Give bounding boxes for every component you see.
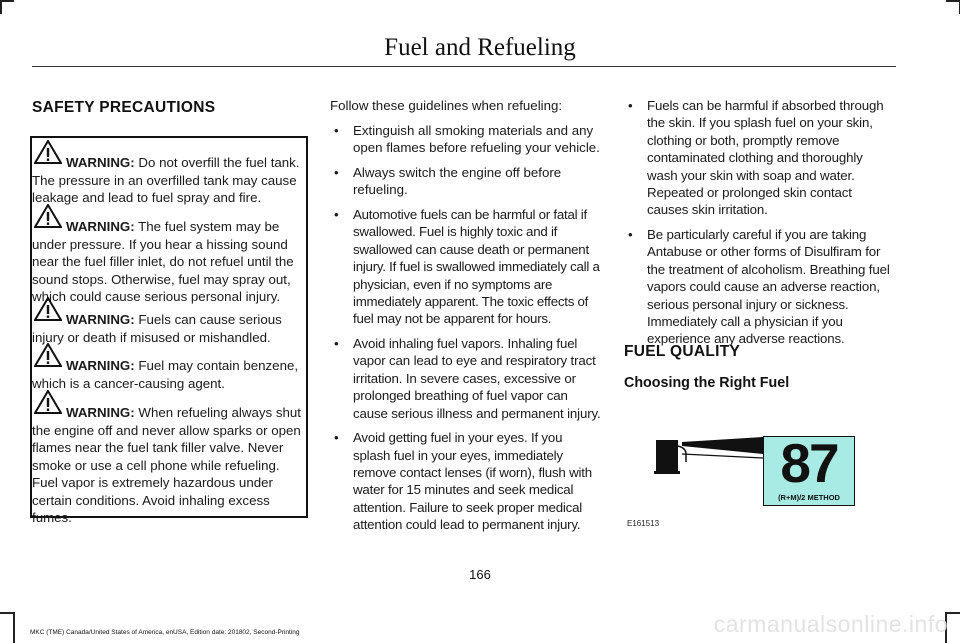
list-item [330,164,602,199]
bullet-symbol: • [628,227,633,243]
warning-triangle-icon [34,390,62,414]
warning-item [32,154,308,207]
list-item [624,226,896,348]
watermark: carmanualsonline.info [713,611,948,637]
bullet-symbol: • [334,206,339,222]
list-item-text: Fuels can be harmful if absorbed through the skin. If you splash fuel on your skin, clothing or both, promptly remove contaminated clothing and thoroughly wash your skin with soap and water. Repeated or prolonged skin contact causes skin irritation. [647,98,884,218]
guidelines-list [624,97,896,348]
list-item-text: Extinguish all smoking materials and any open flames before refueling your vehicle. [353,122,600,156]
choosing-right-fuel-subheading: Choosing the Right Fuel [624,375,790,391]
crop-mark [13,612,15,643]
warning-triangle-icon [34,140,62,164]
list-item [624,97,896,219]
list-item-text: Always switch the engine off before refueling. [353,164,562,198]
warning-triangle-icon [34,297,62,321]
warning-label: WARNING: [66,358,135,373]
list-item [330,122,602,157]
warning-label: WARNING: [66,405,135,420]
warning-label: WARNING: [66,155,135,170]
octane-rating-label [763,432,855,506]
footer-edition-text: MKC (TME) Canada/United States of America, enUSA, Edition date: 201802, Second-Printing [30,629,300,636]
warning-text: Fuels can cause serious injury or death if misused or mishandled. [32,312,282,345]
crop-mark [0,0,14,2]
guidelines-list [330,122,602,534]
warning-text: Fuel may contain benzene, which is a cancer-causing agent. [32,358,299,391]
crop-mark [946,0,960,2]
warning-triangle-icon [34,204,62,228]
header-divider [32,66,896,67]
figure-code: E161513 [627,519,660,528]
warning-triangle-icon [34,343,62,367]
list-item-text: Avoid getting fuel in your eyes. If you splash fuel in your eyes, immediately remove contact lenses (if worn), flush with water for 15 minutes and seek medical attention. Failure to seek proper medical attention could lead to permanent injury. [353,430,592,533]
bullet-symbol: • [334,164,339,180]
warning-item [32,404,308,527]
bullet-symbol: • [334,335,339,351]
safety-precautions-heading: SAFETY PRECAUTIONS [32,99,216,116]
list-item-text: Be particularly careful if you are taking Antabuse or other forms of Disulfiram for the treatment of alcoholism. Breathing fuel vapors could cause an adverse reaction, serious personal injury or sickness. Immediately call a physician if you experience any adverse reactions. [647,227,890,347]
page-header-title: Fuel and Refueling [384,34,576,61]
list-item-text: Automotive fuels can be harmful or fatal if swallowed. Fuel is highly toxic and if swallowed can cause death or permanent injury. If fuel is swallowed immediately call a physician, even if no symptoms are immediately apparent. The toxic effects of fuel may not be apparent for hours. [353,206,600,327]
guidelines-intro: Follow these guidelines when refueling: [330,98,563,113]
warning-label: WARNING: [66,312,135,327]
list-item [330,429,602,533]
octane-method-text: (R+M)/2 METHOD [778,493,840,502]
warning-item [32,311,308,346]
refueling-guidelines [330,97,602,541]
page-number: 166 [469,567,491,582]
crop-mark [0,612,14,614]
bullet-symbol: • [334,122,339,138]
warning-text: The fuel system may be under pressure. If you hear a hissing sound near the fuel filler inlet, do not refuel until the sound stops. Otherwise, fuel may spray out, which could cause serious personal injury. [32,219,294,304]
warning-text: When refueling always shut the engine off and never allow sparks or open flames near the fuel tank filler valve. Never smoke or use a cell phone while refueling. Fuel vapor is extremely hazardous under certain conditions. Avoid inhaling excess fumes. [32,405,301,525]
octane-number: 87 [780,432,838,494]
fuel-pump-icon [656,440,678,472]
bullet-symbol: • [334,430,339,446]
fuel-quality-heading: FUEL QUALITY [624,343,741,360]
warning-label: WARNING: [66,219,135,234]
list-item [330,335,602,422]
list-item-text: Avoid inhaling fuel vapors. Inhaling fuel vapor can lead to eye and respiratory tract irritation. In severe cases, excessive or prolonged breathing of fuel vapor can cause serious illness and permanent injury. [353,335,601,421]
list-item [330,206,602,328]
crop-mark [0,0,2,14]
warning-item [32,357,308,392]
warning-item [32,218,308,306]
warning-text: Do not overfill the fuel tank. The pressure in an overfilled tank may cause leakage and lead to fuel spray and fire. [32,155,300,205]
bullet-symbol: • [628,98,633,113]
skin-contact-guidelines [624,97,896,355]
